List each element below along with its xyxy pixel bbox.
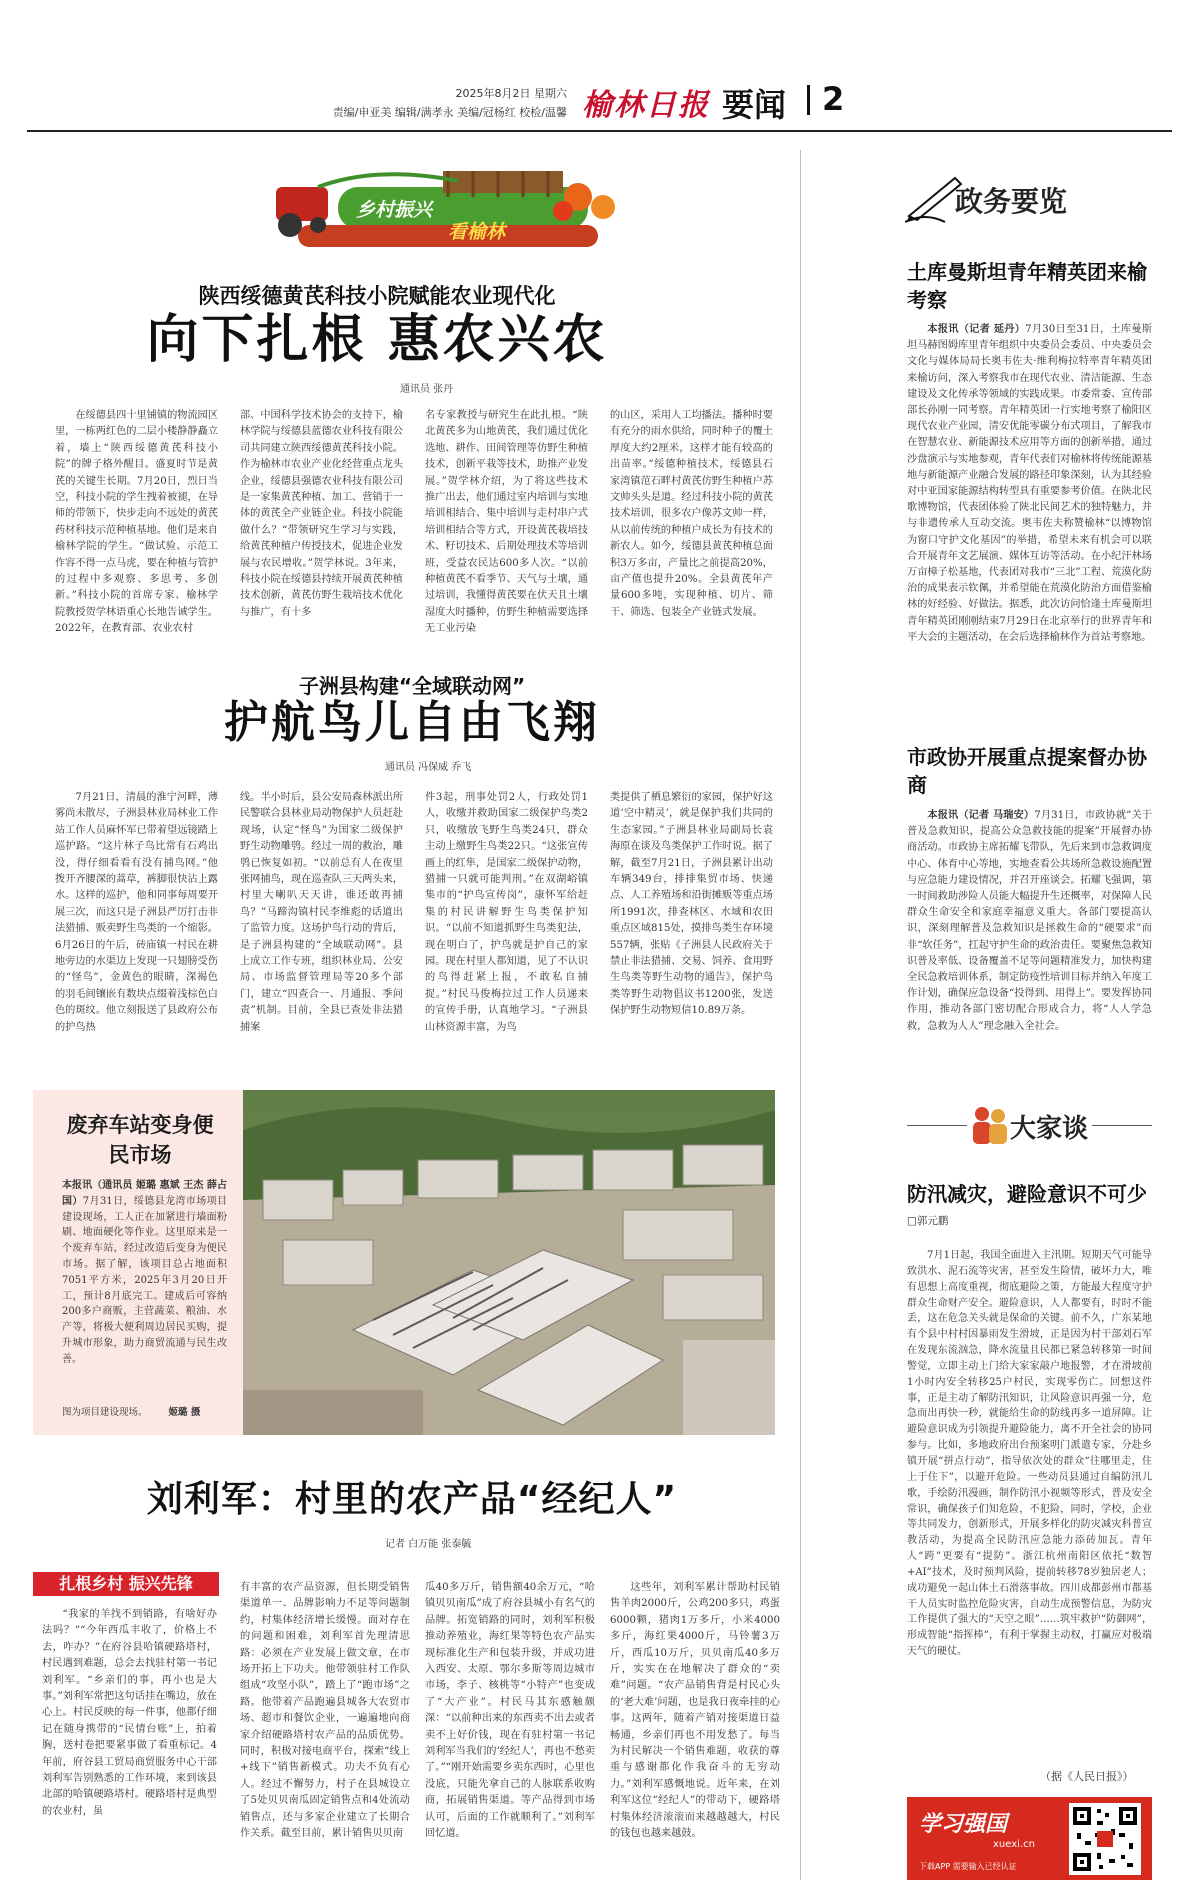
article1-col1: 在绥德县四十里铺镇的物流园区里，一栋两红色的二层小楼静静矗立着，墙上“陕西绥德黄芪科技小院”的牌子格外醒目。盛夏时节是黄芪的关键生长期。7月20日，烈日当空，科技小院的学生拽着被褪，在导师的带领下，快步走向不远处的黄芪药材科技示范种植基地。他们是来自榆林学院的学生。“做试验、示范工作容不得一点马虎，要在种植与管护的过程中多观察、多思考、多创新。”科技小院的首席专家、榆林学院教授贺学林语重心长地告诫学生。2022年，在教育部、农业农村: [55, 410, 218, 635]
article3-col1: “我家的羊找不到销路，有啥好办法吗？”“今年西瓜丰收了，价格上不去，咋办？”在府谷县哈镇硬路塔村，村民遇到难题，总会去找驻村第一书记刘利军。“乡亲们的事，再小也是大事。”刘利军常把这句话挂在嘴边，放在心上。村民反映的每一件事，他都仔细记在随身携带的“民情台账”上，拍着胸，送村卷把要紧事做了看重标记。4年前，府谷县工贸局商贸服务中心干部刘利军告别熟悉的工作环境，来到该县北部的哈镇硬路塔村。硬路塔村是典型的农业村，虽: [42, 1609, 217, 1817]
politics-header-label: 政务要览: [955, 185, 1068, 218]
page-header: [27, 80, 1172, 130]
aerial-photo-illustration: [243, 1090, 775, 1435]
qr-code-icon: [1069, 1803, 1141, 1875]
page-number: 2: [822, 80, 845, 118]
section-name: 要闻: [722, 86, 787, 124]
opinion-title: 防汛减灾，避险意识不可少: [907, 1182, 1147, 1206]
news2-lead: 本报讯（记者 马瑞安）: [927, 810, 1035, 821]
opinion-source: （据《人民日报》）: [1040, 1770, 1134, 1783]
politics-header: [905, 172, 1105, 232]
news1-body: [907, 322, 1152, 704]
news2-text: 7月31日，市政协就“关于普及急救知识，提高公众急救技能的提案”开展督办协商活动。市政协主席拓耀飞带队，先后来到市急救调度中心、体育中心等地，实地查看公共场所急救设施配置与应急能力建设情况，并召开座谈会。拓耀飞强调，第一时间救助涉险人员能大幅提升生还概率，对保障人民群众生命安全和家庭幸福意义重大。各部门要提高认识，深刻理解普及急救知识是拯救生命的“硬要求”而非“软任务”，扛起守护生命的政治责任。要聚焦急救知识普及率低、设备覆盖不足等问题精准发力，加快构建全民急救培训体系，制定防疫性培训目标并纳入年度工作计划，确保应急设备“投得到、用得上”。要发挥协同作用，推动各部门密切配合形成合力，将“人人学急救，急救为人人”理念融入全社会。: [907, 810, 1152, 1032]
photo-feature-text: 7月31日，绥德县龙湾市场项目建设现场，工人正在加紧进行墙面粉刷、地面硬化等作业。这里原来是一个废弃车站，经过改造后变身为便民市场。据了解，该项目总占地面积7051平方米，2025年3月20日开工，预计8月底完工。建成后可容纳200多户商贩，主营蔬菜、粮油、水产等，将极大便利周边居民买购，提升城市形象，助力商贸流通与民生改善。: [62, 1195, 228, 1365]
article3-headline: 刘利军：村里的农产品“经纪人”: [146, 1479, 678, 1520]
photo-feature-text-block: [62, 1178, 227, 1368]
article3-col2: 有丰富的农产品资源，但长期受销售渠道单一、品牌影响力不足等问题制约，村集体经济增长缓慢。面对存在的问题和困难，刘利军首先理清思路：必须在产业发展上做文章，在市场开拓上下功夫。他带领驻村工作队组成“攻坚小队”，踏上了“跑市场”之路。他带着产品跑遍县城各大农贸市场、超市和餐饮企业，一遍遍地向商家介绍硬路塔村农产品的品质优势。同时，积极对接电商平台，探索“线上+线下”销售新模式。功夫不负有心人。经过不懈努力，村子在县城设立了5处贝贝南瓜固定销售点和4处流动销售点，还与多家企业建立了长期合作关系。截至目前，累计销售贝贝南: [240, 1582, 410, 1840]
header-editors: 责编/申亚美 编辑/满孝永 美编/冠杨红 校检/温馨: [332, 106, 567, 119]
article1-headline: 向下扎根 惠农兴农: [146, 310, 608, 370]
banner-line2: 看榆林: [448, 221, 506, 243]
opinion-text: 7月1日起，我国全面进入主汛期。短期天气可能导致洪水、泥石流等灾害，甚至发生险情，破坏力大，唯有思想上高度重视，彻底避险之策，方能最大程度守护群众生命财产安全。避险意识，人人都要有，时时不能丢，这在危急关头就是保命的关键。前不久，广东某地有个县中村村因暴雨发生滑坡，正是因为村干部刘石军在发现东流汹急，降水流量且民都已紧急转移第一时间警觉，立即主动上门给大家家敲户地报警，才在滑坡前1小时内安全转移25户村民，实现零伤亡。回想这件事，正是主动了解防汛知识，让风险意识再强一分，危急而出再快一秒，就能给生命的防线再多一道屏障。让避险意识成为引领提升避险能力，离不开全社会的协同参与。比如，多地政府出台预案明门派遣专家，分赴乡镇开展“拼点行动”，指导依次处的群众“往哪里走，住上于住下”，以避开危险。一些动员县通过自编防汛儿歌，手绘防汛漫画，制作防汛小视频等形式，普及安全常识，确保孩子们知危险，不犯险，同时，学校，企业等共同发力，创新形式，开展多样化的防灾减灾科普宣教活动，为提高全民防汛应急能力添砖加瓦。青年人“跨”更要有“提防”。浙江杭州南阳区依托“数智+AI”技术，及时预判风险，提前转移78岁独居老人；成功避免一起山体土石滑落事故。四川成都彭州市都基干人员实时监控危险灾害，自动生成预警信息，为防灾工作提供了强大的“天空之眼”……筑牢救护“防御网”，形成智能“指挥棒”，有利于掌握主动权，打赢应对极端天气的硬仗。: [907, 1250, 1152, 1658]
news2-body: [907, 808, 1152, 1070]
xuexi-ad[interactable]: [907, 1797, 1152, 1880]
photo-feature-lead: 本报讯（通讯员 姬璐 惠斌 王杰 薛占国）: [62, 1180, 227, 1207]
article2-col1: 7月21日，清晨的淮宁河畔，薄雾尚未散尽，子洲县林业局林业工作站工作人员麻怀军已带着望远镜踏上巡护路。“这片林子鸟比常有石鸡出没，得仔细看看有没有捕鸟网。”他拨开齐腰深的蒿草，裤脚很快沾上露水。这样的巡护，他和同事每周要开展三次，而这只是子洲县严厉打击非法猎捕、贩卖野生鸟类的一个缩影。6月26日的午后，砖庙镇一村民在耕地旁边的水渠边上发现一只翅膀受伤的“怪鸟”，金黄色的眼睛，深褐色的羽毛间镶嵌有数块点缀着浅棕色白色的斑纹。他立刻报送了县政府公布的护鸟热: [55, 792, 218, 1033]
article1-col2: 部、中国科学技术协会的支持下，榆林学院与绥德县蓝德农业科技有限公司共同建立陕西绥德黄芪科技小院。作为榆林市农业产业化经营重点龙头企业，绥德县强德农业科技有限公司是一家集黄芪种植、加工、营销于一体的黄芪全产业链企业。科技小院能做什么？“带领研究生学习与实践，给黄芪种植户传授技术，促进企业发展与农民增收。”贺学林说。3年来，科技小院在绥德县持续开展黄芪种植技术创新，黄芪仿野生栽培技术优化与推广，有十多: [240, 410, 403, 618]
article3-byline: 记者 白万能 张泰毓: [385, 1539, 472, 1550]
news1-title: 土库曼斯坦青年精英团来榆考察: [907, 260, 1147, 312]
people-icon: [970, 1102, 1010, 1146]
opinion-rule-left: [907, 1125, 967, 1126]
sidebar-divider: [800, 150, 801, 1880]
market-construction-photo: [243, 1090, 775, 1435]
paper-name-logo: 榆林日报: [582, 88, 710, 123]
news2-title: 市政协开展重点提案督办协商: [907, 745, 1147, 797]
banner-line1: 乡村振兴: [356, 199, 433, 221]
news1-text: 7月30日至31日，土库曼斯坦马赫图姆库里青年组织中央委员会委员、中央委员会文化与媒体局局长奥韦佐夫·维利梅拉特率青年精英团来榆访问，深入考察我市在现代农业、清洁能源、生态建设及文化传承等领域的实践成果。市委常委、宣传部部长孙刚一同考察。青年精英团一行实地考察了榆阳区现代农业产业园，清安优能零碳分布式项目，了解我市在智慧农业、新能源技术应用等方面的创新举措，通过沙盘演示与实地参观，青年代表们对榆林将传统能源基地与新能源产业融合发展的路径印象深刻，认为其经验对中亚国家能源结构转型具有重要参考价值。在陕北民歌博物馆，代表团体验了陕北民间艺术的独特魅力，并与非遗传承人互动交流。奥韦佐夫称赞榆林“以博物馆为窗口守护文化基因”的举措，希望未来有机会可以联合开展青年文艺展演、媒体互访等活动。在小纪汗林场万亩樟子松基地，代表团对我市“三北”工程、荒漠化防治的成果表示钦佩，并希望能在荒漠化防治方面借鉴榆林的好经验、好做法。据悉，此次访问恰逢土库曼斯坦青年精英团刚刚结束7月29日在北京举行的世界青年和平大会的主题活动，在会后选择榆林作为首站考察地。: [907, 324, 1152, 643]
opinion-rule-right: [1092, 1125, 1152, 1126]
article2-kicker: 子洲县构建“全域联动网”: [298, 674, 526, 698]
article3-col4: 这些年，刘利军累计帮助村民销售羊肉2000斤，公鸡200多只，鸡蛋6000颗，猪肉1万多斤，小米4000多斤，海红果4000斤，马铃薯3万斤，西瓜10万斤，贝贝南瓜40多万斤，实实在在地解决了群众的“卖难”问题。“农产品销售背是村民心头的‘老大难’问题，也是我日夜牵挂的心事。这两年，随着产销对接渠道日益畅通，乡亲们再也不用发愁了。每当为村民解决一个销售难题，收获的尊重与感谢都化作我奋斗的无穷动力。”刘利军感慨地说。近年来，在刘利军这位“经纪人”的带动下，硬路塔村集体经济滚滚而来越越越大，村民的钱包也越来越鼓。: [610, 1582, 780, 1840]
ad-title: 学习强国: [919, 1811, 1008, 1837]
header-date: 2025年8月2日 星期六: [455, 87, 567, 100]
ad-note: 下载APP 需要输入已经认证: [919, 1862, 1017, 1871]
ad-url: xuexi.cn: [993, 1839, 1035, 1850]
opinion-header: [970, 1102, 1090, 1150]
header-rule: [27, 130, 1172, 132]
photo-feature-caption-block: [62, 1405, 227, 1420]
opinion-header-label: 大家谈: [1010, 1114, 1089, 1144]
article1-byline: 通讯员 张丹: [400, 384, 454, 395]
article2-col3: 件3起，刑事处罚2人，行政处罚1人，收缴并救助国家二级保护鸟类2只，收缴放飞野生鸟类24只，群众主动上缴野生鸟类22只。“这张宣传画上的红隼，是国家二级保护动物，猎捕一只就可能判刑。”在双湖峪镇集市的“护鸟宣传岗”，康怀军给赶集的村民讲解野生鸟类保护知识。“以前不知道抓野生鸟类犯法，现在明白了，护鸟就是护自己的家园。现在村里人都知道，见了不认识的鸟得赶紧上报，不敢私自捕捉。”村民马俊梅拉过工作人员递来的宣传手册，认真地学习。“子洲县山林资源丰富，为鸟: [425, 792, 588, 1033]
article2-headline: 护航鸟儿自由飞翔: [224, 697, 600, 748]
photo-feature-title: 废弃车站变身便民市场: [66, 1113, 214, 1167]
banner-graphic: [258, 167, 638, 262]
article3-col3: 瓜40多万斤，销售额40余万元，“哈镇贝贝南瓜”成了府谷县城小有名气的品牌。拓宽销路的同时，刘利军积极推动养殖业，海红果等特色农产品实现标准化生产和包装升级，并成功进入西安、太原、鄂尔多斯等周边城市市场，李子、核桃等“小特产”也变成了“大产业”。村民马其东感触颇深：“以前种出来的东西卖不出去或者卖不上好价钱，现在有驻村第一书记刘利军当我们的‘经纪人’，再也不愁卖了。”“刚开始需要乡卖东西时，心里也没底，只能先拿自己的人脉联系收购商，拓展销售渠道。等产品得到市场认可，后面的工作就顺利了。”刘利军回忆道。: [425, 1582, 595, 1840]
article1-col4: 的山区，采用人工均播法。播种时要有充分的雨水供给，同时种子的覆土厚度大约2厘米，这样才能有较高的出苗率。”绥德种植技术，绥德县石家湾镇范石畔村黄芪仿野生种植户苏文帅头头是道。经过科技小院的黄芪技术培训，很多农户像苏文帅一样，从以前传统的种植户成长为有技术的新农人。如今，绥德县黄芪种植总面积3万多亩，产量比之前提高20%，亩产值也提升20%。全县黄芪年产量600多吨，实现种植、切片、筛干、筛选、包装全产业链式发展。: [610, 410, 773, 618]
article1-col3: 名专家教授与研究生在此扎根。“陕北黄芪多为山地黄芪，我们通过优化选地、耕作、田间管理等仿野生种植技术，创新平栽等技术，助推产业发展。”贺学林介绍，为了将这些技术推广出去，他们通过室内培训与实地培训相结合、集中培训与走村串户式培训相结合等方式，开设黄芪栽培技术、籽切技术、后期处理技术等培训班，受益农民达600多人次。“以前种植黄芪不看季节、天气与土壤，通过培训，我懂得黄芪要在伏天且土壤湿度大时播种，仿野生种植需要选择无工业污染: [425, 410, 588, 635]
article2-byline: 通讯员 冯保威 乔飞: [385, 762, 472, 773]
photo-feature-caption: 图为项目建设现场。: [62, 1407, 148, 1418]
photo-feature-photographer: 姬璐 摄: [168, 1407, 201, 1418]
article2-col4: 类提供了栖息繁衍的家园，保护好这道‘空中精灵’，就是保护我们共同的生态家园。”子洲县林业局副局长袁海原在谈及鸟类保护工作时说。据了解，截至7月21日，子洲县累计出动车辆349台，排排集贸市场、快递点、人工养殖场和沿街摊贩等重点场所1991次，排查林区、水域和农田重点区域815处，摸排鸟类生存环境557辆，张贴《子洲县人民政府关于禁止非法猎捕、交易、饲养、食用野生鸟类等野生动物的通告》，保护鸟类等野生动物倡议书1200张，发送保护野生动物短信10.89万条。: [610, 792, 773, 1017]
header-divider: [807, 85, 810, 115]
article2-col2: 线。半小时后，县公安局森林派出所民警联合县林业局动物保护人员赶赴现场，认定“怪鸟”为国家二级保护野生动物雕鸮。经过一周的救治，雕鸮已恢复如初。“以前总有人在夜里张网捕鸟，现在巡查队三天两头来，村里大喇叭天天讲，谁还敢再捕鸟？”马蹄沟镇村民李维彪的话道出了监管力度。这场护鸟行动的背后，是子洲县构建的“全域联动网”。县上成立工作专班，组织林业局、公安局、市场监督管理局等20多个部门，建立“四查合一、月通报、季问责”机制。目前，全县已查处非法猎捕案: [240, 792, 403, 1033]
article1-kicker: 陕西绥德黄芪科技小院赋能农业现代化: [198, 284, 556, 308]
opinion-author: □郭元鹏: [907, 1215, 949, 1227]
news1-lead: 本报讯（记者 延丹）: [927, 324, 1026, 335]
rural-banner: [258, 167, 638, 262]
article3-tag: 扎根乡村 振兴先锋: [33, 1572, 219, 1596]
